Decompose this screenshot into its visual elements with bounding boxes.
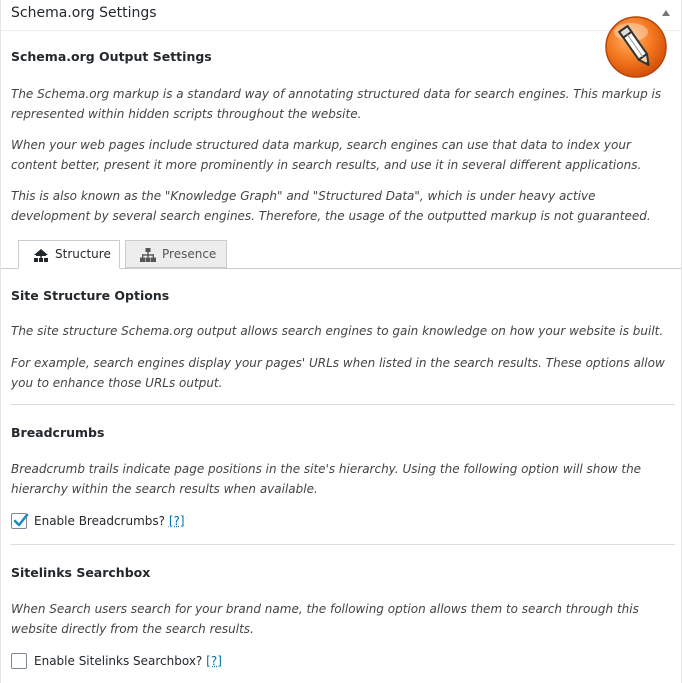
tab-presence[interactable]: [125, 240, 227, 268]
hierarchy-icon: [140, 248, 156, 262]
enable-sitelinks-label[interactable]: [34, 654, 222, 668]
site-structure-heading: Site Structure Options: [11, 288, 170, 303]
structure-paragraph-2: For example, search engines display your pages' URLs when listed in the search results. These options allow you to enhance those URLs output.: [11, 356, 665, 390]
enable-sitelinks-checkbox[interactable]: [11, 653, 27, 669]
output-paragraph-1: The Schema.org markup is a standard way of annotating structured data for search engines. This markup is represented within hidden scripts throughout the website.: [11, 87, 662, 121]
enable-breadcrumbs-text: Enable Breadcrumbs?: [34, 514, 166, 528]
panel-header: [1, 0, 681, 31]
tab-presence-label: Presence: [162, 247, 217, 261]
structure-paragraph-1: The site structure Schema.org output allows search engines to gain knowledge on how your website is built.: [11, 324, 664, 338]
output-settings-heading: Schema.org Output Settings: [11, 49, 212, 64]
panel-title: Schema.org Settings: [11, 5, 157, 21]
sitelinks-description: When Search users search for your brand name, the following option allows them to search through this website directly from the search results.: [11, 602, 639, 636]
output-paragraph-2: When your web pages include structured data markup, search engines can use that data to index your content better, present it more prominently in search results, and use it in several different applications.: [11, 138, 642, 172]
enable-breadcrumbs-label[interactable]: [34, 514, 185, 528]
section-divider: [11, 544, 675, 545]
section-divider: [11, 404, 675, 405]
sitelinks-help-link[interactable]: [?]: [206, 654, 222, 668]
tab-structure[interactable]: [18, 240, 120, 269]
output-paragraph-3: This is also known as the "Knowledge Graph" and "Structured Data", which is under heavy active development by several search engines. Therefore, the usage of the outputted markup is not guaranteed.: [11, 189, 651, 223]
plugin-logo-icon: [604, 15, 668, 79]
breadcrumbs-description: Breadcrumb trails indicate page positions in the site's hierarchy. Using the following option will show the hierarchy within the search results when available.: [11, 462, 642, 496]
enable-breadcrumbs-checkbox[interactable]: [11, 513, 27, 529]
enable-sitelinks-text: Enable Sitelinks Searchbox?: [34, 654, 203, 668]
breadcrumbs-heading: Breadcrumbs: [11, 425, 105, 440]
breadcrumbs-help-link[interactable]: [?]: [168, 514, 185, 528]
tab-structure-label: Structure: [55, 247, 111, 261]
checkmark-icon: [12, 512, 30, 530]
sitelinks-heading: Sitelinks Searchbox: [11, 565, 151, 580]
sitemap-icon: [33, 248, 49, 262]
